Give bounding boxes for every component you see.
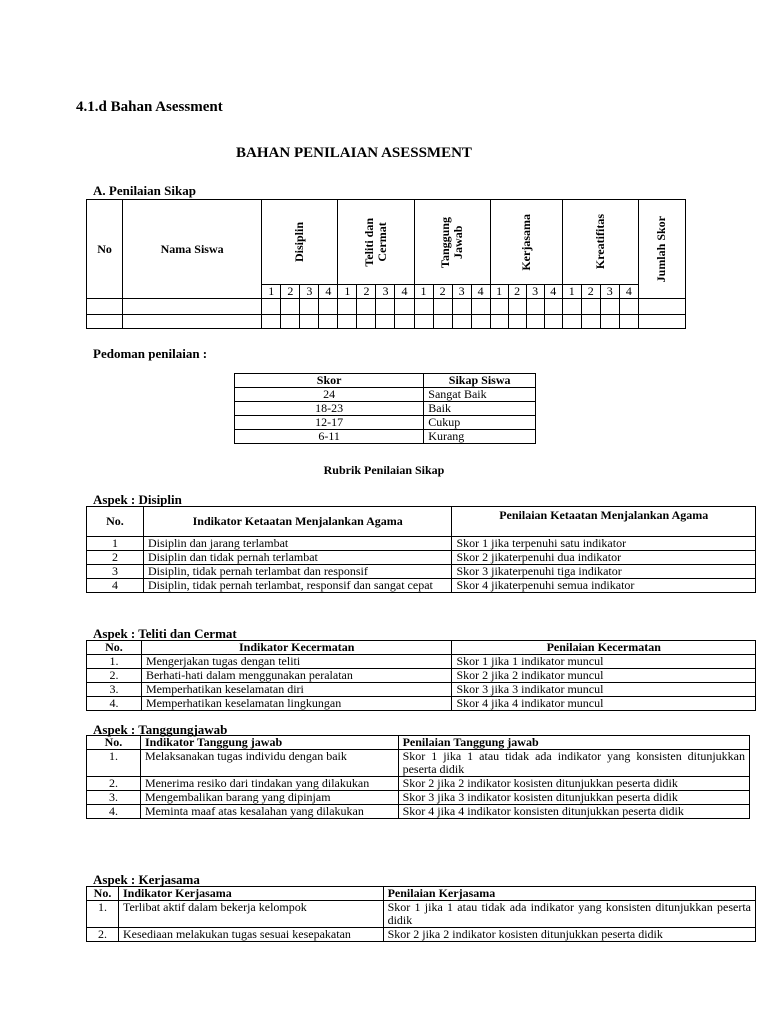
disiplin-table bbox=[86, 506, 756, 593]
table-row bbox=[235, 416, 536, 430]
table-row bbox=[87, 750, 750, 777]
disiplin-indikator: Disiplin, tidak pernah terlambat dan responsif bbox=[143, 565, 452, 579]
kerjasama-penilaian: Skor 2 jika 2 indikator kosisten ditunjukkan peserta didik bbox=[383, 928, 755, 942]
tanggung-penilaian: Skor 1 jika 1 atau tidak ada indikator yang konsisten ditunjukkan peserta didik bbox=[398, 750, 749, 777]
blank-cell bbox=[395, 299, 414, 315]
scale-cell: 3 bbox=[452, 285, 471, 299]
disiplin-indikator: Disiplin, tidak pernah terlambat, responsif dan sangat cepat bbox=[143, 579, 452, 593]
blank-cell bbox=[526, 315, 544, 329]
pedoman-header-sikap: Sikap Siswa bbox=[424, 374, 536, 388]
blank-cell bbox=[414, 299, 433, 315]
scale-cell: 1 bbox=[562, 285, 581, 299]
col-jumlah-skor: Jumlah Skor bbox=[654, 215, 669, 283]
blank-cell bbox=[433, 315, 452, 329]
blank-cell bbox=[281, 299, 300, 315]
disiplin-penilaian: Skor 1 jika terpenuhi satu indikator bbox=[452, 537, 756, 551]
teliti-penilaian: Skor 3 jika 3 indikator muncul bbox=[452, 683, 756, 697]
blank-cell bbox=[452, 315, 471, 329]
blank-cell bbox=[87, 299, 123, 315]
blank-cell bbox=[300, 315, 319, 329]
blank-cell bbox=[581, 299, 600, 315]
blank-cell bbox=[600, 315, 619, 329]
tanggung-no: 4. bbox=[87, 805, 141, 819]
disiplin-penilaian: Skor 4 jikaterpenuhi semua indikator bbox=[452, 579, 756, 593]
tanggung-indikator: Menerima resiko dari tindakan yang dilakukan bbox=[140, 777, 398, 791]
disiplin-header-indikator: Indikator Ketaatan Menjalankan Agama bbox=[143, 507, 452, 537]
kerjasama-header-no: No. bbox=[87, 887, 119, 901]
blank-cell bbox=[338, 315, 357, 329]
scale-cell: 4 bbox=[544, 285, 562, 299]
table-row bbox=[87, 791, 750, 805]
table-row bbox=[87, 655, 756, 669]
blank-cell bbox=[281, 315, 300, 329]
blank-cell bbox=[508, 299, 526, 315]
scale-cell: 2 bbox=[433, 285, 452, 299]
col-no: No bbox=[87, 200, 123, 299]
table-row bbox=[87, 683, 756, 697]
col-nama-siswa: Nama Siswa bbox=[123, 200, 262, 299]
tanggung-header-no: No. bbox=[87, 736, 141, 750]
scale-cell: 4 bbox=[319, 285, 338, 299]
disiplin-no: 3 bbox=[87, 565, 144, 579]
teliti-penilaian: Skor 1 jika 1 indikator muncul bbox=[452, 655, 756, 669]
disiplin-no: 2 bbox=[87, 551, 144, 565]
table-row bbox=[87, 565, 756, 579]
tanggung-indikator: Melaksanakan tugas individu dengan baik bbox=[140, 750, 398, 777]
teliti-label: Aspek : Teliti dan Cermat bbox=[93, 626, 237, 641]
teliti-indikator: Memperhatikan keselamatan lingkungan bbox=[141, 697, 452, 711]
table-row bbox=[87, 928, 756, 942]
teliti-no: 1. bbox=[87, 655, 142, 669]
table-row bbox=[87, 697, 756, 711]
pedoman-skor: 24 bbox=[235, 388, 424, 402]
tanggung-indikator: Meminta maaf atas kesalahan yang dilakukan bbox=[140, 805, 398, 819]
scale-cell: 1 bbox=[338, 285, 357, 299]
aspect-tanggung-jawab: Tanggung Jawab bbox=[438, 216, 466, 268]
teliti-table bbox=[86, 640, 756, 711]
blank-cell bbox=[619, 315, 638, 329]
scale-cell: 4 bbox=[471, 285, 490, 299]
blank-cell bbox=[562, 315, 581, 329]
blank-cell bbox=[544, 315, 562, 329]
blank-cell bbox=[562, 299, 581, 315]
aspect-teliti: Teliti dan Cermat bbox=[361, 217, 389, 267]
pedoman-sikap: Baik bbox=[424, 402, 536, 416]
pedoman-table bbox=[234, 373, 536, 444]
blank-cell bbox=[87, 315, 123, 329]
scale-cell: 3 bbox=[300, 285, 319, 299]
blank-cell bbox=[471, 299, 490, 315]
section-heading: 4.1.d Bahan Asessment bbox=[76, 99, 223, 115]
pedoman-sikap: Cukup bbox=[424, 416, 536, 430]
kerjasama-no: 1. bbox=[87, 901, 119, 928]
scale-cell: 4 bbox=[395, 285, 414, 299]
tanggung-no: 2. bbox=[87, 777, 141, 791]
blank-row bbox=[87, 315, 686, 329]
tanggung-no: 1. bbox=[87, 750, 141, 777]
pedoman-label: Pedoman penilaian : bbox=[93, 346, 208, 361]
teliti-no: 2. bbox=[87, 669, 142, 683]
blank-cell bbox=[433, 299, 452, 315]
table-row bbox=[87, 669, 756, 683]
blank-cell bbox=[300, 299, 319, 315]
disiplin-header-penilaian: Penilaian Ketaatan Menjalankan Agama bbox=[452, 507, 756, 537]
table-row bbox=[235, 430, 536, 444]
blank-cell bbox=[526, 299, 544, 315]
disiplin-indikator: Disiplin dan jarang terlambat bbox=[143, 537, 452, 551]
scale-cell: 2 bbox=[581, 285, 600, 299]
kerjasama-no: 2. bbox=[87, 928, 119, 942]
tanggung-table bbox=[86, 735, 750, 819]
teliti-penilaian: Skor 2 jika 2 indikator muncul bbox=[452, 669, 756, 683]
tanggung-penilaian: Skor 3 jika 3 indikator kosisten ditunjukkan peserta didik bbox=[398, 791, 749, 805]
blank-cell bbox=[123, 299, 262, 315]
kerjasama-indikator: Terlibat aktif dalam bekerja kelompok bbox=[118, 901, 383, 928]
disiplin-label: Aspek : Disiplin bbox=[93, 492, 182, 507]
scale-cell: 3 bbox=[600, 285, 619, 299]
scale-cell: 4 bbox=[619, 285, 638, 299]
table-row bbox=[87, 805, 750, 819]
kerjasama-label: Aspek : Kerjasama bbox=[93, 872, 200, 887]
table-row bbox=[87, 537, 756, 551]
sikap-table bbox=[86, 199, 686, 329]
pedoman-skor: 12-17 bbox=[235, 416, 424, 430]
blank-cell bbox=[581, 315, 600, 329]
pedoman-skor: 6-11 bbox=[235, 430, 424, 444]
scale-cell: 1 bbox=[262, 285, 281, 299]
table-row bbox=[235, 388, 536, 402]
scale-cell: 1 bbox=[414, 285, 433, 299]
disiplin-penilaian: Skor 3 jikaterpenuhi tiga indikator bbox=[452, 565, 756, 579]
teliti-penilaian: Skor 4 jika 4 indikator muncul bbox=[452, 697, 756, 711]
scale-cell: 2 bbox=[508, 285, 526, 299]
blank-cell bbox=[357, 299, 376, 315]
scale-cell: 2 bbox=[357, 285, 376, 299]
kerjasama-table bbox=[86, 886, 756, 942]
scale-cell: 3 bbox=[376, 285, 395, 299]
table-row bbox=[87, 901, 756, 928]
tanggung-label: Aspek : Tanggungjawab bbox=[93, 722, 228, 737]
blank-cell bbox=[471, 315, 490, 329]
teliti-header-no: No. bbox=[87, 641, 142, 655]
table-row bbox=[87, 777, 750, 791]
blank-cell bbox=[319, 315, 338, 329]
disiplin-indikator: Disiplin dan tidak pernah terlambat bbox=[143, 551, 452, 565]
tanggung-header-penilaian: Penilaian Tanggung jawab bbox=[398, 736, 749, 750]
blank-cell bbox=[508, 315, 526, 329]
blank-cell bbox=[544, 299, 562, 315]
blank-cell bbox=[414, 315, 433, 329]
teliti-indikator: Berhati-hati dalam menggunakan peralatan bbox=[141, 669, 452, 683]
disiplin-no: 1 bbox=[87, 537, 144, 551]
blank-row bbox=[87, 299, 686, 315]
tanggung-indikator: Mengembalikan barang yang dipinjam bbox=[140, 791, 398, 805]
teliti-header-penilaian: Penilaian Kecermatan bbox=[452, 641, 756, 655]
disiplin-penilaian: Skor 2 jikaterpenuhi dua indikator bbox=[452, 551, 756, 565]
blank-cell bbox=[600, 299, 619, 315]
blank-cell bbox=[619, 299, 638, 315]
kerjasama-header-penilaian: Penilaian Kerjasama bbox=[383, 887, 755, 901]
pedoman-header-skor: Skor bbox=[235, 374, 424, 388]
pedoman-skor: 18-23 bbox=[235, 402, 424, 416]
teliti-no: 4. bbox=[87, 697, 142, 711]
tanggung-header-indikator: Indikator Tanggung jawab bbox=[140, 736, 398, 750]
blank-cell bbox=[376, 299, 395, 315]
pedoman-sikap: Sangat Baik bbox=[424, 388, 536, 402]
doc-title: BAHAN PENILAIAN ASESSMENT bbox=[236, 145, 472, 161]
table-row bbox=[87, 579, 756, 593]
blank-cell bbox=[638, 299, 685, 315]
blank-cell bbox=[319, 299, 338, 315]
kerjasama-header-indikator: Indikator Kerjasama bbox=[118, 887, 383, 901]
kerjasama-indikator: Kesediaan melakukan tugas sesuai kesepakatan bbox=[118, 928, 383, 942]
sikap-label: A. Penilaian Sikap bbox=[93, 183, 196, 198]
aspect-kerjasama: Kerjasama bbox=[518, 213, 533, 271]
blank-cell bbox=[638, 315, 685, 329]
blank-cell bbox=[395, 315, 414, 329]
table-row bbox=[87, 551, 756, 565]
scale-cell: 2 bbox=[281, 285, 300, 299]
tanggung-penilaian: Skor 4 jika 4 indikator konsisten ditunjukkan peserta didik bbox=[398, 805, 749, 819]
blank-cell bbox=[123, 315, 262, 329]
blank-cell bbox=[452, 299, 471, 315]
aspect-disiplin: Disiplin bbox=[292, 221, 307, 263]
blank-cell bbox=[338, 299, 357, 315]
teliti-header-indikator: Indikator Kecermatan bbox=[141, 641, 452, 655]
teliti-no: 3. bbox=[87, 683, 142, 697]
rubrik-title: Rubrik Penilaian Sikap bbox=[323, 463, 445, 477]
blank-cell bbox=[262, 315, 281, 329]
tanggung-penilaian: Skor 2 jika 2 indikator kosisten ditunjukkan peserta didik bbox=[398, 777, 749, 791]
blank-cell bbox=[357, 315, 376, 329]
disiplin-no: 4 bbox=[87, 579, 144, 593]
disiplin-header-no: No. bbox=[87, 507, 144, 537]
table-row bbox=[235, 402, 536, 416]
teliti-indikator: Memperhatikan keselamatan diri bbox=[141, 683, 452, 697]
tanggung-no: 3. bbox=[87, 791, 141, 805]
blank-cell bbox=[262, 299, 281, 315]
pedoman-sikap: Kurang bbox=[424, 430, 536, 444]
kerjasama-penilaian: Skor 1 jika 1 atau tidak ada indikator yang konsisten ditunjukkan peserta didik bbox=[383, 901, 755, 928]
teliti-indikator: Mengerjakan tugas dengan teliti bbox=[141, 655, 452, 669]
aspect-kreatifitas: Kreatifitas bbox=[592, 214, 607, 270]
scale-cell: 3 bbox=[526, 285, 544, 299]
blank-cell bbox=[490, 299, 508, 315]
blank-cell bbox=[376, 315, 395, 329]
scale-cell: 1 bbox=[490, 285, 508, 299]
blank-cell bbox=[490, 315, 508, 329]
